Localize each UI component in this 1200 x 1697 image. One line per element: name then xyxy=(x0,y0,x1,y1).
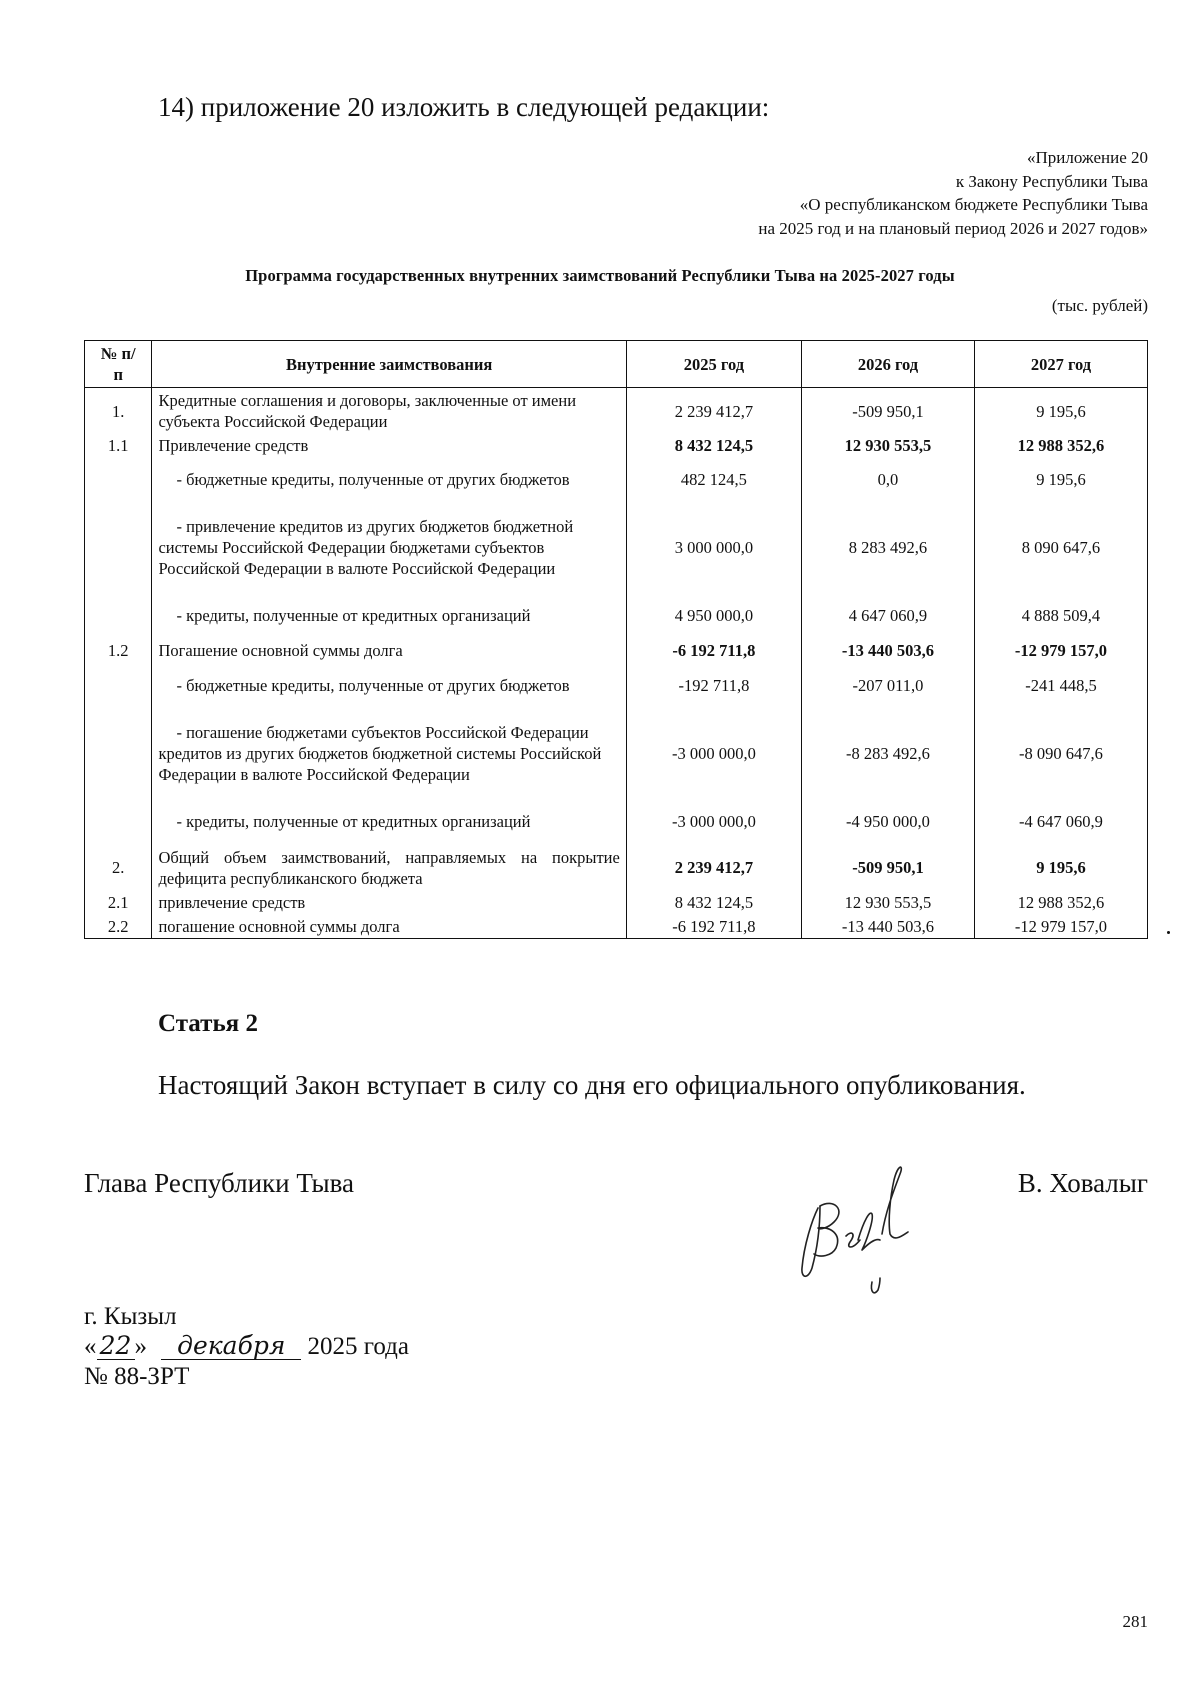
table-row xyxy=(85,388,1148,435)
header-name: Внутренние заимствования xyxy=(152,341,626,388)
value-2026: -13 440 503,6 xyxy=(802,639,975,663)
value-2026: -13 440 503,6 xyxy=(802,915,975,939)
signing-date xyxy=(84,1333,409,1361)
row-name: Привлечение средств xyxy=(152,435,626,457)
document-number: № 88-ЗРТ xyxy=(84,1363,190,1390)
row-num: 2.2 xyxy=(85,915,152,939)
value-2025: -6 192 711,8 xyxy=(626,915,801,939)
signatory-title: Глава Республики Тыва xyxy=(84,1168,355,1198)
value-2025: 8 432 124,5 xyxy=(626,891,801,915)
row-num: 1.1 xyxy=(85,435,152,457)
date-close-quote: » xyxy=(134,1333,147,1360)
table-row xyxy=(85,709,1148,799)
row-name: Погашение основной суммы долга xyxy=(152,639,626,663)
row-num xyxy=(85,663,152,709)
value-2025: 3 000 000,0 xyxy=(626,503,801,593)
table-row xyxy=(85,845,1148,891)
row-num: 2. xyxy=(85,845,152,891)
table-title: Программа государственных внутренних заимствований Республики Тыва на 2025-2027 годы xyxy=(245,266,955,285)
date-open-quote: « xyxy=(84,1333,97,1360)
table-row xyxy=(85,593,1148,639)
value-2026: 12 930 553,5 xyxy=(802,891,975,915)
value-2027: -4 647 060,9 xyxy=(974,799,1147,845)
value-2026: 8 283 492,6 xyxy=(802,503,975,593)
units-label: (тыс. рублей) xyxy=(1051,296,1148,315)
appendix-header xyxy=(758,146,1148,240)
value-2027: -8 090 647,6 xyxy=(974,709,1147,799)
date-day: 22 xyxy=(97,1333,135,1360)
header-2025: 2025 год xyxy=(626,341,801,388)
value-2027: 9 195,6 xyxy=(974,845,1147,891)
borrowings-table xyxy=(84,340,1148,939)
article-text: Настоящий Закон вступает в силу со дня его официального опубликования. xyxy=(158,1070,1026,1100)
value-2025: 482 124,5 xyxy=(626,457,801,503)
value-2025: 2 239 412,7 xyxy=(626,388,801,435)
row-num xyxy=(85,503,152,593)
table-row xyxy=(85,503,1148,593)
value-2027: 8 090 647,6 xyxy=(974,503,1147,593)
row-name: - бюджетные кредиты, полученные от других бюджетов xyxy=(152,457,626,503)
row-name: - привлечение кредитов из других бюджетов бюджетной системы Российской Федерации бюджетами субъектов Российской Федерации в валюте Российской Федерации xyxy=(152,503,626,593)
header-num: № п/п xyxy=(85,341,152,388)
value-2025: -3 000 000,0 xyxy=(626,709,801,799)
row-num xyxy=(85,709,152,799)
row-name: - кредиты, полученные от кредитных организаций xyxy=(152,593,626,639)
value-2027: -12 979 157,0 xyxy=(974,915,1147,939)
appendix-header-line: к Закону Республики Тыва xyxy=(955,171,1148,191)
handwritten-signature xyxy=(790,1150,940,1300)
appendix-header-line: «О республиканском бюджете Республики Тыва xyxy=(799,195,1148,214)
value-2026: 12 930 553,5 xyxy=(802,435,975,457)
value-2026: -8 283 492,6 xyxy=(802,709,975,799)
row-name: Общий объем заимствований, направляемых на покрытие дефицита республиканского бюджета xyxy=(152,845,626,891)
table-row xyxy=(85,799,1148,845)
value-2027: 9 195,6 xyxy=(974,457,1147,503)
value-2027: 4 888 509,4 xyxy=(974,593,1147,639)
value-2026: -4 950 000,0 xyxy=(802,799,975,845)
value-2026: 0,0 xyxy=(802,457,975,503)
row-num xyxy=(85,457,152,503)
value-2027: -241 448,5 xyxy=(974,663,1147,709)
table-row xyxy=(85,457,1148,503)
appendix-header-line: на 2025 год и на плановый период 2026 и 2027 годов» xyxy=(758,218,1148,238)
value-2027: -12 979 157,0 xyxy=(974,639,1147,663)
value-2027: 12 988 352,6 xyxy=(974,891,1147,915)
signatory-name: В. Ховалыг xyxy=(1017,1168,1148,1198)
row-name: - бюджетные кредиты, полученные от других бюджетов xyxy=(152,663,626,709)
intro-paragraph: 14) приложение 20 изложить в следующей редакции: xyxy=(158,92,770,122)
article-title: Статья 2 xyxy=(158,1010,258,1037)
row-name: Кредитные соглашения и договоры, заключенные от имени субъекта Российской Федерации xyxy=(152,388,626,435)
row-name: - кредиты, полученные от кредитных организаций xyxy=(152,799,626,845)
row-name: - погашение бюджетами субъектов Российской Федерации кредитов из других бюджетов бюджетной системы Российской Федерации в валюте Российской Федерации xyxy=(152,709,626,799)
row-num: 2.1 xyxy=(85,891,152,915)
value-2027: 12 988 352,6 xyxy=(974,435,1147,457)
value-2027: 9 195,6 xyxy=(974,388,1147,435)
row-num: 1.2 xyxy=(85,639,152,663)
value-2026: -509 950,1 xyxy=(802,845,975,891)
value-2025: 8 432 124,5 xyxy=(626,435,801,457)
date-month: декабря xyxy=(161,1333,301,1360)
value-2025: 2 239 412,7 xyxy=(626,845,801,891)
table-row xyxy=(85,915,1148,939)
value-2025: -6 192 711,8 xyxy=(626,639,801,663)
value-2026: 4 647 060,9 xyxy=(802,593,975,639)
margin-dot xyxy=(1167,931,1170,934)
header-2026: 2026 год xyxy=(802,341,975,388)
value-2025: 4 950 000,0 xyxy=(626,593,801,639)
page-number: 281 xyxy=(1122,1612,1148,1631)
value-2025: -3 000 000,0 xyxy=(626,799,801,845)
header-2027: 2027 год xyxy=(974,341,1147,388)
table-row xyxy=(85,663,1148,709)
value-2026: -207 011,0 xyxy=(802,663,975,709)
row-name: привлечение средств xyxy=(152,891,626,915)
value-2025: -192 711,8 xyxy=(626,663,801,709)
appendix-header-line: «Приложение 20 xyxy=(1027,148,1148,167)
table-row xyxy=(85,639,1148,663)
row-num xyxy=(85,799,152,845)
city-label: г. Кызыл xyxy=(84,1303,177,1330)
table-row xyxy=(85,891,1148,915)
table-row xyxy=(85,435,1148,457)
row-num: 1. xyxy=(85,388,152,435)
row-name: погашение основной суммы долга xyxy=(152,915,626,939)
table-header-row xyxy=(85,341,1148,388)
value-2026: -509 950,1 xyxy=(802,388,975,435)
date-year: 2025 года xyxy=(307,1333,409,1360)
row-num xyxy=(85,593,152,639)
